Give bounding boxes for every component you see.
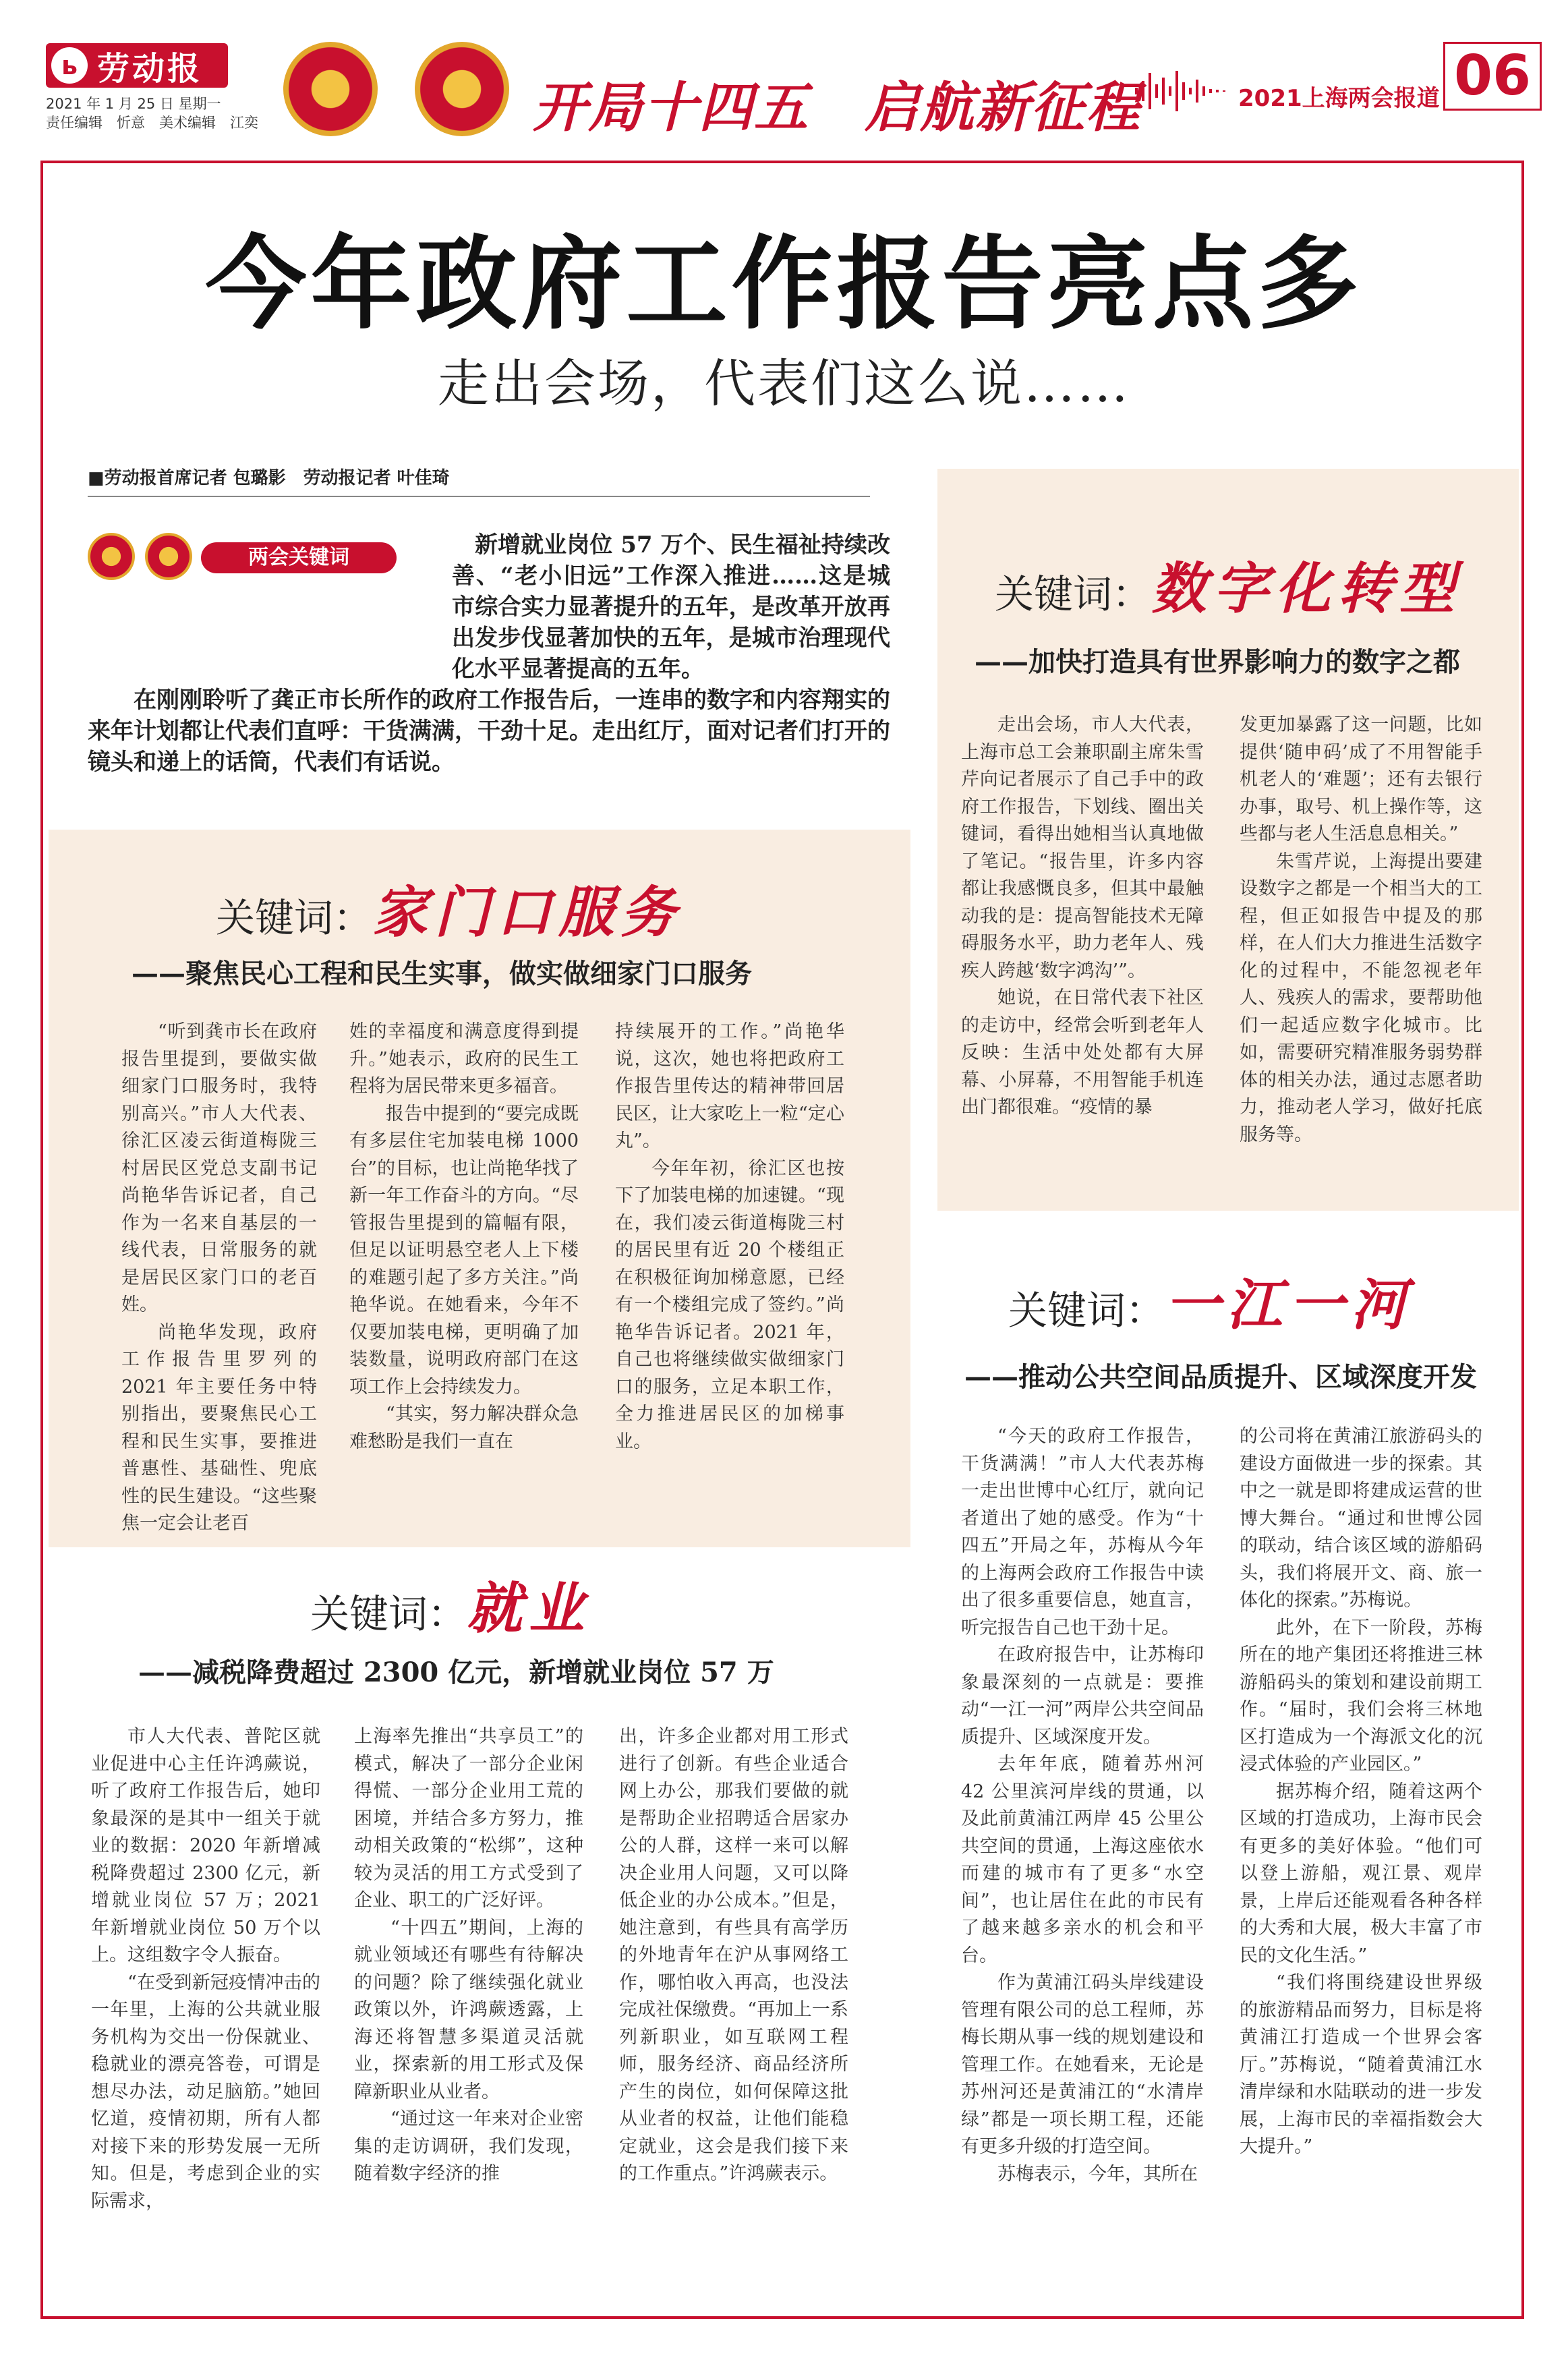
paragraph: “其实，努力解决群众急难愁盼是我们一直在: [349, 1404, 579, 1452]
section-heading-digital: [995, 545, 1461, 624]
paragraph: 去年年底，随着苏州河 42 公里滨河岸线的贯通，以及此前黄浦江两岸 45 公里公共空间的贯通，上海这座依水而建的城市有了更多“水空间”，也让居住在此的市民有了越来越多亲水的机会和平台。: [961, 1754, 1204, 1966]
paper-name: 劳动报: [97, 49, 203, 88]
paragraph: 走出会场，市人大代表，上海市总工会兼职副主席朱雪芹向记者展示了自己手中的政府工作报告，下划线、圈出关键词，看得出她相当认真地做了笔记。“报告里，许多内容都让我感慨良多，但其中最触动我的是：提高智能技术无障碍服务水平，助力老年人、残疾人跨越‘数字鸿沟’”。: [961, 714, 1204, 981]
section-tagline-river: ——推动公共空间品质提升、区域深度开发: [964, 1361, 1477, 1393]
paragraph: “十四五”期间，上海的就业领域还有哪些有待解决的问题？除了继续强化就业政策以外，许鸿蕨透露，上海还将智慧多渠道灵活就业，探索新的用工形式及保障新职业从业者。: [354, 1917, 583, 2102]
heading-keyword: 数字化转型: [1151, 557, 1462, 621]
byline: [88, 464, 870, 497]
heading-prefix: 关键词：: [216, 895, 373, 941]
intro-paragraph: 在刚刚聆听了龚正市长所作的政府工作报告后，一连串的数字和内容翔实的来年计划都让代表们直呼：干货满满，干劲十足。走出红厅，面对记者们打开的镜头和递上的话筒，代表们有话说。: [88, 687, 890, 776]
paragraph: “在受到新冠疫情冲击的一年里，上海的公共就业服务机构为交出一份保就业、稳就业的漂亮答卷，可谓是想尽办法，动足脑筋。”她回忆道，疫情初期，所有人都对接下来的形势发展一无所知。但是，考虑到企业的实际需求，: [91, 1972, 320, 2212]
paragraph: 上海率先推出“共享员工”的模式，解决了一部分企业闲得慌、一部分企业用工荒的困境，并结合多方努力，推动相关政策的“松绑”，这种较为灵活的用工方式受到了企业、职工的广泛好评。: [354, 1726, 583, 1911]
intro-paragraph: 新增就业岗位 57 万个、民生福祉持续改善、“老小旧远”工作深入推进……这是城市综合实力显著提升的五年，是改革开放再出发步伐显著加快的五年，是城市治理现代化水平显著提高的五年。: [452, 531, 890, 683]
paragraph: “通过这一年来对企业密集的走访调研，我们发现，随着数字经济的推: [354, 2108, 583, 2184]
paragraph: 报告中提到的“要完成既有多层住宅加装电梯 1000 台”的目标，也让尚艳华找了新一年工作奋斗的方向。“尽管报告里提到的篇幅有限，但足以证明悬空老人上下楼的难题引起了多方关注。”尚艳华说。在她看来，今年不仅要加装电梯，更明确了加装数量，说明政府部门在这项工作上会持续发力。: [349, 1103, 579, 1398]
heading-keyword: 家门口服务: [372, 881, 683, 945]
paragraph: 她说，在日常代表下社区的走访中，经常会听到老年人反映：生活中处处都有大屏幕、小屏幕，不用智能手机连出门都很难。“疫情的暴: [961, 987, 1204, 1118]
page-number: 06: [1443, 42, 1542, 111]
section-heading-river: [1008, 1261, 1413, 1340]
paragraph: 市人大代表、普陀区就业促进中心主任许鸿蕨说，听了政府工作报告后，她印象最深的是其中一组关于就业的数据：2020 年新增减税降费超过 2300 亿元，新增就业岗位 57 万；2021 年新增就业岗位 50 万个以上。这组数字令人振奋。: [91, 1726, 320, 1965]
paragraph: “今天的政府工作报告，干货满满！”市人大代表苏梅一走出世博中心红厅，就向记者道出了她的感受。作为“十四五”开局之年，苏梅从今年的上海两会政府工作报告中读出了很多重要信息，她直言，听完报告自己也干劲十足。: [961, 1426, 1204, 1638]
national-emblem-icon: [283, 42, 378, 136]
paragraph: 在政府报告中，让苏梅印象最深刻的一点就是：要推动“一江一河”两岸公共空间品质提升、区域深度开发。: [961, 1644, 1204, 1748]
paragraph: 朱雪芹说，上海提出要建设数字之都是一个相当大的工程，但正如报告中提及的那样，在人们大力推进生活数字化的过程中，不能忽视老年人、残疾人的需求，要帮助他们一起适应数字化城市。比如，需要研究精准服务弱势群体的相关办法，通过志愿者助力，推动老人学习，做好托底服务等。: [1240, 851, 1482, 1145]
doorstep-col-2: [349, 1018, 579, 1456]
section-heading-employment: [310, 1565, 591, 1644]
subheadline: 走出会场，代表们这么说……: [438, 353, 1130, 413]
paragraph: 持续展开的工作。”尚艳华说，这次，她也将把政府工作报告里传达的精神带回居民区，让大家吃上一粒“定心丸”。: [615, 1021, 844, 1151]
doorstep-col-1: [121, 1018, 317, 1538]
sound-wave-icon: [1133, 67, 1234, 115]
section-tagline-digital: ——加快打造具有世界影响力的数字之都: [975, 646, 1460, 678]
badge-label: 两会关键词: [201, 542, 397, 573]
employment-col-1: [91, 1723, 320, 2215]
paragraph: 苏梅表示，今年，其所在: [997, 2163, 1198, 2185]
paragraph: 据苏梅介绍，随着这两个区域的打造成功，上海市民会有更多的美好体验。“他们可以登上游船，观江景、观岸景，上岸后还能观看各种各样的大秀和大展，极大丰富了市民的文化生活。”: [1240, 1781, 1482, 1966]
doorstep-col-3: [615, 1018, 844, 1456]
paragraph: 出，许多企业都对用工形式进行了创新。有些企业适合网上办公，那我们要做的就是帮助企业招聘适合居家办公的人群，这样一来可以解决企业用人问题，又可以降低企业的办公成本。”但是，她注意到，有些具有高学历的外地青年在沪从事网络工作，哪怕收入再高，也没法完成社保缴费。“再加上一系列新职业，如互联网工程师，服务经济、商品经济所产生的岗位，如何保障这批从业者的权益，让他们能稳定就业，这会是我们接下来的工作重点。”许鸿蕨表示。: [619, 1726, 848, 2184]
byline-text: ■劳动报首席记者 包璐影 劳动报记者 叶佳琦: [88, 468, 450, 488]
employment-col-3: [619, 1723, 848, 2188]
paragraph: 作为黄浦江码头岸线建设管理有限公司的总工程师，苏梅长期从事一线的规划建设和管理工作。在她看来，无论是苏州河还是黄浦江的“水清岸绿”都是一项长期工程，还能有更多升级的打造空间。: [961, 1972, 1204, 2157]
section-tagline-employment: ——减税降费超过 2300 亿元，新增就业岗位 57 万: [138, 1657, 774, 1688]
heading-prefix: 关键词：: [1008, 1288, 1165, 1333]
paragraph: “我们将围绕建设世界级的旅游精品而努力，目标是将黄浦江打造成一个世界会客厅。”苏梅说，“随着黄浦江水清岸绿和水陆联动的进一步发展，上海市民的幸福指数会大大提升。”: [1240, 1972, 1482, 2157]
section-tagline-doorstep: ——聚焦民心工程和民生实事，做实做细家门口服务: [132, 958, 752, 989]
river-col-1: [961, 1423, 1204, 2188]
intro-text: [88, 529, 890, 778]
issue-date: 2021 年 1 月 25 日 星期一: [46, 96, 221, 112]
employment-col-2: [354, 1723, 583, 2188]
river-col-2: [1240, 1423, 1482, 2161]
paragraph: “听到龚市长在政府报告里提到，要做实做细家门口服务时，我特别高兴。”市人大代表、徐汇区凌云街道梅陇三村居民区党总支副书记尚艳华告诉记者，自己作为一名来自基层的一线代表，日常服务的就是居民区家门口的老百姓。: [121, 1021, 317, 1315]
headline: 今年政府工作报告亮点多: [205, 225, 1363, 343]
byline-rule: [88, 496, 870, 497]
cppcc-emblem-icon: [415, 42, 509, 136]
paragraph: 姓的幸福度和满意度得到提升。”她表示，政府的民生工程将为居民带来更多福音。: [349, 1021, 579, 1097]
logo-mark-icon: ь: [51, 47, 88, 84]
heading-keyword: 就业: [467, 1577, 591, 1641]
section-heading-doorstep: [216, 869, 683, 948]
paragraph: 的公司将在黄浦江旅游码头的建设方面做进一步的探索。其中之一就是即将建成运营的世博大舞台。“通过和世博公园的联动，结合该区域的游船码头，我们将展开文、商、旅一体化的探索。”苏梅说。: [1240, 1426, 1482, 1611]
paragraph: 此外，在下一阶段，苏梅所在的地产集团还将推进三林游船码头的策划和建设前期工作。“届时，我们会将三林地区打造成为一个海派文化的沉浸式体验的产业园区。”: [1240, 1617, 1482, 1775]
paragraph: 今年年初，徐汇区也按下了加装电梯的加速键。“现在，我们凌云街道梅陇三村的居民里有近 20 个楼组正在积极征询加梯意愿，已经有一个楼组完成了签约。”尚艳华告诉记者。2021 年，自己也将继续做实做细家门口的服务，立足本职工作，全力推进居民区的加梯事业。: [615, 1157, 844, 1452]
heading-prefix: 关键词：: [995, 571, 1152, 617]
digital-col-2: [1240, 712, 1482, 1149]
heading-prefix: 关键词：: [310, 1591, 467, 1637]
newspaper-logo: [46, 43, 228, 88]
campaign-slogan: 开局十四五 启航新征程: [533, 76, 1141, 139]
digital-col-1: [961, 712, 1204, 1122]
paragraph: 发更加暴露了这一问题，比如提供‘随申码’成了不用智能手机老人的‘难题’；还有去银行办事，取号、机上操作等，这些都与老人生活息息相关。”: [1240, 714, 1482, 844]
paragraph: 尚艳华发现，政府工作报告里罗列的 2021 年主要任务中特别指出，要聚焦民心工程和民生实事，要推进普惠性、基础性、兜底性的民生建设。“这些聚焦一定会让老百: [121, 1321, 317, 1534]
report-label: 2021上海两会报道: [1238, 85, 1440, 112]
heading-keyword: 一江一河: [1165, 1273, 1414, 1338]
editor-credits: 责任编辑 忻意 美术编辑 江奕: [46, 115, 258, 131]
